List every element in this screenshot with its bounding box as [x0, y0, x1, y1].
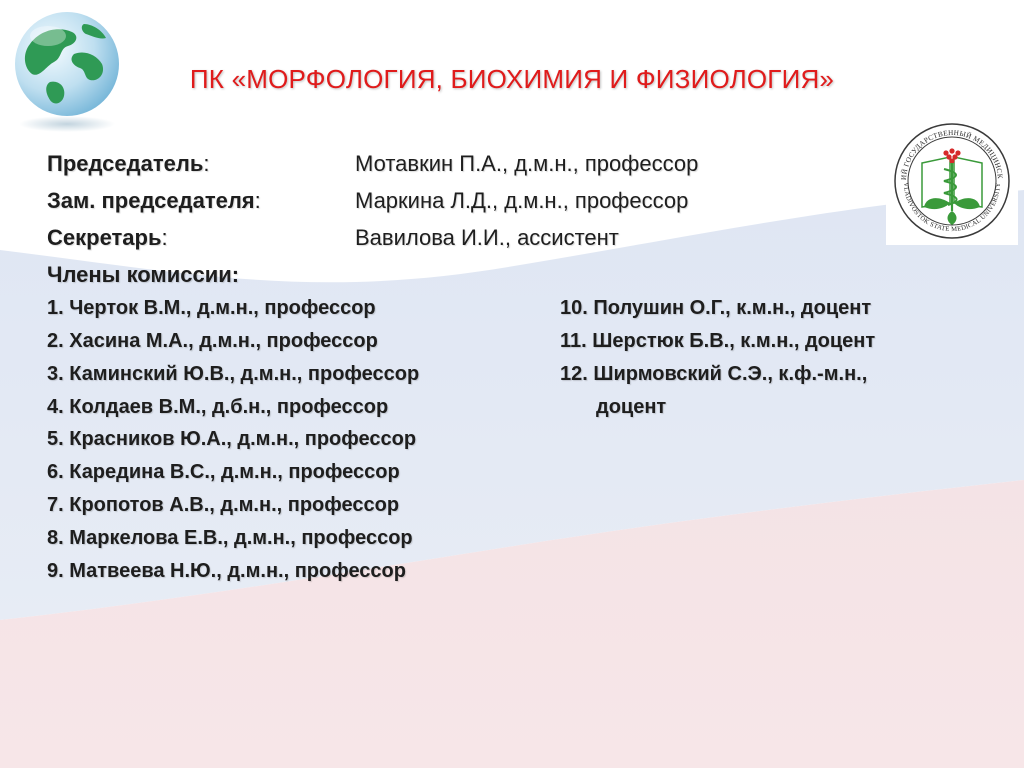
chairman-name: Мотавкин П.А., д.м.н., профессор [355, 151, 699, 176]
svg-text:VLADIVOSTOK STATE MEDICAL UNIV: VLADIVOSTOK STATE MEDICAL UNIVERSITY [901, 182, 1003, 234]
member-item: 12. Ширмовский С.Э., к.ф.-м.н., [560, 363, 868, 385]
member-item: 1. Черток В.М., д.м.н., профессор [47, 297, 376, 319]
member-item: 8. Маркелова Е.В., д.м.н., профессор [47, 527, 413, 549]
member-item: 2. Хасина М.А., д.м.н., профессор [47, 330, 378, 352]
member-item: 9. Матвеева Н.Ю., д.м.н., профессор [47, 560, 406, 582]
page-title: ПК «МОРФОЛОГИЯ, БИОХИМИЯ И ФИЗИОЛОГИЯ» [189, 64, 835, 94]
member-item: 7. Кропотов А.В., д.м.н., профессор [47, 494, 400, 516]
secretary-role: Секретарь: [47, 225, 168, 250]
emblem-seal [886, 111, 1018, 245]
deputy-chairman-role: Зам. председателя: [47, 188, 261, 213]
member-item: 10. Полушин О.Г., к.м.н., доцент [560, 297, 872, 319]
member-item: 4. Колдаев В.М., д.б.н., профессор [47, 396, 389, 418]
university-emblem [886, 111, 1018, 245]
member-item: 5. Красников Ю.А., д.м.н., профессор [47, 428, 417, 450]
member-item: 3. Каминский Ю.В., д.м.н., профессор [47, 363, 420, 385]
deputy-chairman-name: Маркина Л.Д., д.м.н., профессор [355, 188, 689, 213]
member-item-continuation: доцент [596, 396, 667, 418]
members-heading: Члены комиссии: [47, 262, 240, 287]
member-item: 11. Шерстюк Б.В., к.м.н., доцент [560, 330, 876, 352]
chairman-role: Председатель: [47, 151, 210, 176]
member-item: 6. Каредина В.С., д.м.н., профессор [47, 461, 400, 483]
secretary-name: Вавилова И.И., ассистент [355, 225, 619, 250]
svg-text:ВЛАДИВОСТОКСКИЙ ГОСУДАРСТВЕННЫ: ИЙ ГОСУДАРСТВЕННЫЙ МЕДИЦИНСК [899, 128, 1005, 181]
